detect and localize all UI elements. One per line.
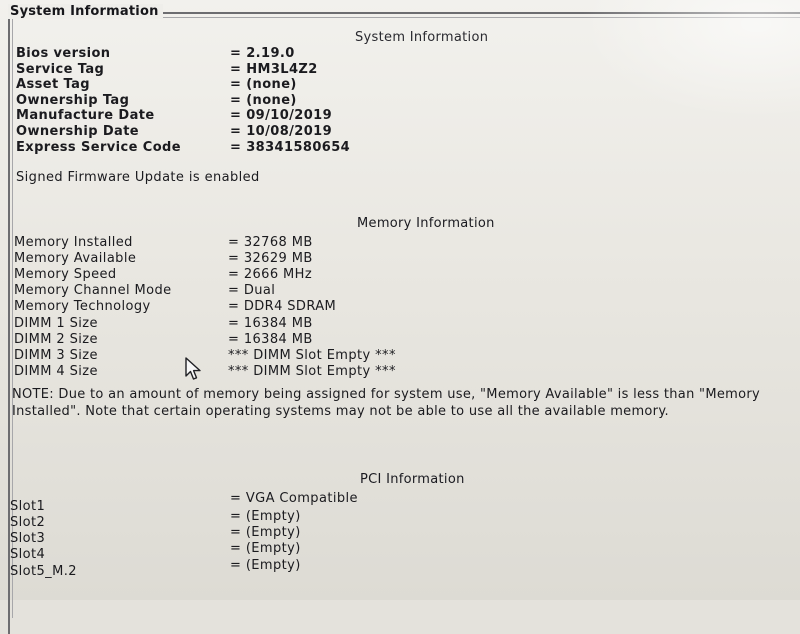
pci-slot-2-label: Slot2: [10, 515, 46, 530]
dimm-3-size-label: DIMM 3 Size: [14, 348, 98, 363]
pci-slot-4-value: = (Empty): [230, 541, 301, 556]
dimm-2-size-label: DIMM 2 Size: [14, 332, 98, 347]
dimm-2-size-value: = 16384 MB: [228, 332, 313, 347]
pci-slot-1-value: = VGA Compatible: [230, 491, 358, 506]
group-title: System Information: [8, 4, 163, 19]
service-tag-label: Service Tag: [16, 62, 105, 77]
dimm-1-size-label: DIMM 1 Size: [14, 316, 98, 331]
memory-technology-value: = DDR4 SDRAM: [228, 299, 337, 314]
manufacture-date-label: Manufacture Date: [16, 108, 155, 123]
memory-available-value: = 32629 MB: [228, 251, 313, 266]
pci-slot-5-value: = (Empty): [230, 558, 301, 573]
memory-installed-label: Memory Installed: [14, 235, 133, 250]
memory-note: NOTE: Due to an amount of memory being assigned for system use, "Memory Available" is less than "Memory Installed". Note that certain operating systems may not be able to use all the available memory.: [12, 387, 760, 419]
pci-slot-3-label: Slot3: [10, 531, 46, 546]
bios-version-label: Bios version: [16, 46, 111, 61]
express-service-code-label: Express Service Code: [16, 140, 181, 155]
dimm-3-size-value: *** DIMM Slot Empty ***: [228, 348, 396, 363]
ownership-tag-label: Ownership Tag: [16, 93, 130, 108]
dimm-4-size-value: *** DIMM Slot Empty ***: [228, 364, 396, 379]
dimm-4-size-label: DIMM 4 Size: [14, 364, 98, 379]
ownership-date-label: Ownership Date: [16, 124, 140, 139]
asset-tag-label: Asset Tag: [16, 77, 90, 92]
pci-slot-1-label: Slot1: [10, 499, 46, 514]
mouse-pointer-icon: [184, 357, 204, 381]
memory-speed-label: Memory Speed: [14, 267, 117, 282]
memory-available-label: Memory Available: [14, 251, 137, 266]
memory-channel-mode-value: = Dual: [228, 283, 276, 298]
dimm-1-size-value: = 16384 MB: [228, 316, 313, 331]
ownership-tag-value: = (none): [230, 93, 297, 108]
firmware-status: Signed Firmware Update is enabled: [16, 170, 260, 185]
pci-slot-5-label: Slot5_M.2: [10, 564, 77, 579]
ownership-date-value: = 10/08/2019: [230, 124, 333, 139]
pci-slot-4-label: Slot4: [10, 547, 46, 562]
asset-tag-value: = (none): [230, 77, 297, 92]
memory-installed-value: = 32768 MB: [228, 235, 313, 250]
memory-info-heading: Memory Information: [357, 216, 495, 231]
memory-channel-mode-label: Memory Channel Mode: [14, 283, 172, 298]
pci-slot-3-value: = (Empty): [230, 525, 301, 540]
memory-speed-value: = 2666 MHz: [228, 267, 313, 282]
memory-technology-label: Memory Technology: [14, 299, 151, 314]
express-service-code-value: = 38341580654: [230, 140, 351, 155]
pci-info-heading: PCI Information: [360, 472, 465, 487]
pci-slot-2-value: = (Empty): [230, 509, 301, 524]
bios-version-value: = 2.19.0: [230, 46, 295, 61]
manufacture-date-value: = 09/10/2019: [230, 108, 333, 123]
system-info-heading: System Information: [355, 30, 489, 45]
service-tag-value: = HM3L4Z2: [230, 62, 318, 77]
